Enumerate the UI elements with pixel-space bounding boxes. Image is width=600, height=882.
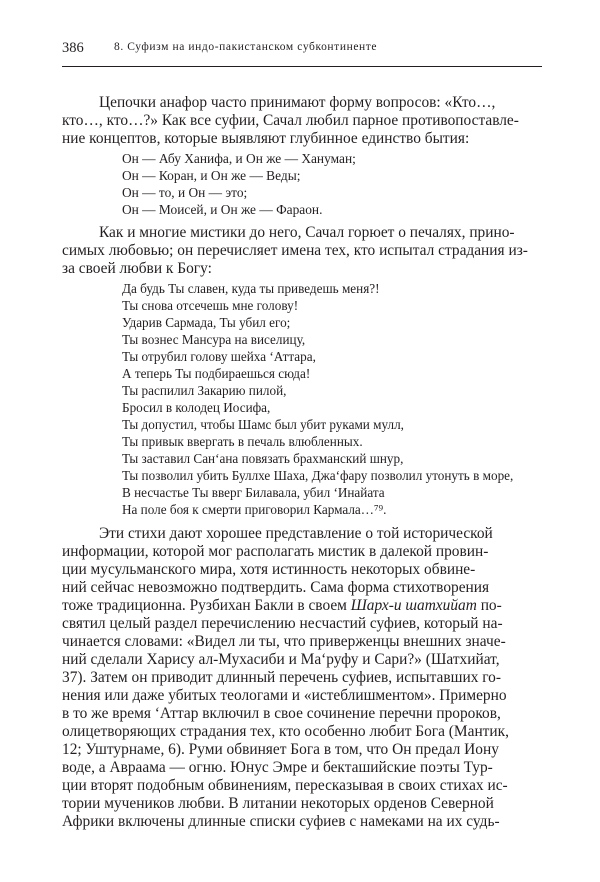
text-line: в то же время ‘Аттар включил в свое сочинение перечни пророков, (62, 705, 501, 722)
text-line: тории мучеников любви. В литании некоторых орденов Северной (62, 795, 494, 812)
text-line: кто…, кто…?» Как все суфии, Сачал любил парное противопоставле- (62, 112, 519, 129)
text-segment: по- (476, 597, 502, 614)
text-line: Африки включены длинные списки суфиев с намеками на их судь- (62, 813, 500, 830)
verse-line: Ты позволил убить Буллхе Шаха, Джа‘фару позволил утонуть в море, (122, 468, 514, 483)
header-divider (62, 66, 542, 67)
text-line: симых любовью; он перечисляет имена тех, кто испытал страдания из- (62, 242, 528, 259)
text-line: Эти стихи дают хорошее представление о той исторической (99, 525, 493, 542)
verse-line: А теперь Ты подбираешься сюда! (122, 366, 311, 381)
text-line: нения или даже убитых теологами и «истеблишментом». Примерно (62, 687, 507, 704)
text-line: ции мусульманского мира, хотя истинность некоторых обвине- (62, 561, 476, 578)
page-number: 386 (62, 40, 84, 56)
text-line: Цепочки анафор часто принимают форму вопросов: «Кто…, (99, 94, 496, 111)
verse-line: Ты заставил Сан‘ана повязать брахманский шнур, (122, 451, 404, 466)
verse-line: Он — то, и Он — это; (122, 185, 248, 200)
text-line-with-italic (62, 597, 502, 614)
text-line: ний сделали Харису ал-Мухасиби и Ма‘руфу и Сари?» (Шатхийат, (62, 651, 500, 668)
verse-line: Ты допустил, чтобы Шамс был убит руками мулл, (122, 417, 404, 432)
text-line: 37). Затем он приводит длинный перечень суфиев, испытавших го- (62, 669, 502, 686)
verse-line: Он — Коран, и Он же — Веды; (122, 168, 301, 183)
verse-line: Ударив Сармада, Ты убил его; (122, 315, 291, 330)
verse-line: Да будь Ты славен, куда ты приведешь меня?! (122, 281, 380, 296)
text-line: олицетворяющих страдания тех, кто особенно любит Бога (Мантик, (62, 723, 509, 740)
verse-line: Ты отрубил голову шейха ‘Аттара, (122, 349, 316, 364)
text-line: ции вторят подобным обвинениям, пересказывая в своих стихах ис- (62, 777, 508, 794)
verse-line: Ты снова отсечешь мне голову! (122, 298, 299, 313)
text-line: за своей любви к Богу: (62, 260, 212, 277)
verse-line: Он — Абу Ханифа, и Он же — Хануман; (122, 151, 356, 166)
verse-line: На поле боя к смерти приговорил Кармала…⁷⁹. (122, 502, 387, 517)
text-segment: тоже традиционна. Рузбихан Бакли в своем (62, 597, 351, 614)
verse-line: Ты вознес Мансура на виселицу, (122, 332, 306, 347)
text-line: 12; Уштурнаме, 6). Руми обвиняет Бога в том, что Он предал Иону (62, 741, 499, 758)
text-line: святил целый раздел перечислению несчастий суфиев, который на- (62, 615, 503, 632)
text-line: Как и многие мистики до него, Сачал горюет о печалях, прино- (99, 224, 515, 241)
text-line: воде, а Авраама — огню. Юнус Эмре и бекташийские поэты Тур- (62, 759, 493, 776)
text-line: чинается словами: «Видел ли ты, что приверженцы внешних значе- (62, 633, 506, 650)
chapter-title: 8. Суфизм на индо-пакистанском субконтиненте (114, 41, 378, 53)
verse-line: Ты привык ввергать в печаль влюбленных. (122, 434, 363, 449)
book-title: Шарх-и шатхийат (350, 597, 477, 614)
verse-line: Бросил в колодец Иосифа, (122, 400, 271, 415)
verse-line: В несчастье Ты вверг Билавала, убил ‘Инайата (122, 485, 385, 500)
running-header (62, 40, 542, 64)
text-line: ний сейчас невозможно подтвердить. Сама форма стихотворения (62, 579, 490, 596)
verse-line: Ты распилил Закарию пилой, (122, 383, 287, 398)
text-line: информации, которой мог располагать мистик в далекой провин- (62, 543, 489, 560)
verse-line: Он — Моисей, и Он же — Фараон. (122, 202, 323, 217)
text-line: ние концептов, которые выявляют глубинное единство бытия: (62, 130, 470, 147)
